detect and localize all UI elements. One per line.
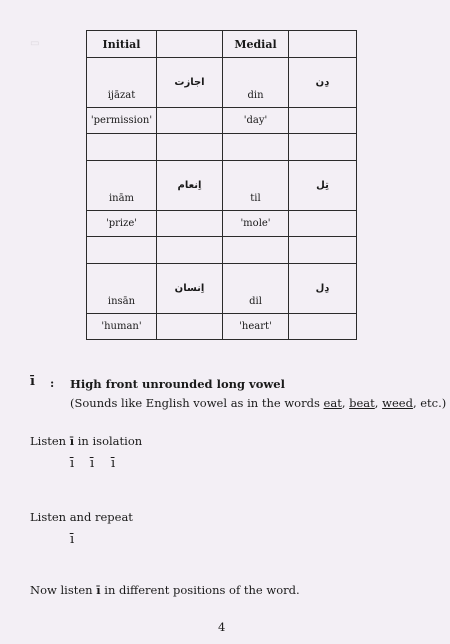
isolation-symbol: ī (70, 456, 75, 471)
example-word: eat (323, 396, 342, 410)
initial-translit: insān (87, 264, 157, 314)
positions-line (30, 583, 300, 597)
empty-cell (289, 134, 357, 161)
initial-gloss: 'permission' (87, 108, 157, 134)
empty-cell (87, 134, 157, 161)
vowel-heading: High front unrounded long vowel (70, 377, 285, 391)
empty-cell (289, 237, 357, 264)
empty-cell (157, 108, 223, 134)
initial-gloss: 'human' (87, 314, 157, 340)
table-row (87, 211, 357, 237)
separator: , (374, 396, 383, 410)
table-row-spacer (87, 237, 357, 264)
table-row-spacer (87, 134, 357, 161)
header-empty (157, 31, 223, 58)
table-row (87, 108, 357, 134)
empty-cell (157, 134, 223, 161)
table-row (87, 58, 357, 108)
medial-urdu: دِل (289, 264, 357, 314)
initial-gloss: 'prize' (87, 211, 157, 237)
note-suffix: , etc.) (412, 396, 447, 410)
positions-symbol: ī (96, 583, 101, 597)
initial-urdu: اِنعام (157, 161, 223, 211)
positions-prefix: Now listen (30, 583, 97, 597)
empty-cell (157, 237, 223, 264)
table-row (87, 264, 357, 314)
example-word: beat (349, 396, 375, 410)
medial-gloss: 'heart' (223, 314, 289, 340)
repeat-symbol: ī (70, 532, 75, 547)
medial-translit: dil (223, 264, 289, 314)
empty-cell (289, 211, 357, 237)
bleed-through: ▭ (30, 38, 40, 49)
empty-cell (289, 108, 357, 134)
example-word: weed (382, 396, 413, 410)
medial-translit: til (223, 161, 289, 211)
isolation-symbol: ī (111, 456, 116, 471)
vowel-table (86, 30, 357, 340)
header-medial: Medial (223, 31, 289, 58)
empty-cell (87, 237, 157, 264)
initial-urdu: اجازت (157, 58, 223, 108)
vowel-symbol: ī (30, 374, 35, 389)
medial-gloss: 'mole' (223, 211, 289, 237)
separator: , (341, 396, 350, 410)
table-header-row (87, 31, 357, 58)
listen-symbol: ī (69, 434, 75, 448)
empty-cell (223, 134, 289, 161)
listen-suffix: in isolation (74, 434, 143, 448)
initial-urdu: اِنسان (157, 264, 223, 314)
table-row (87, 161, 357, 211)
initial-translit: ijāzat (87, 58, 157, 108)
table-row (87, 314, 357, 340)
listen-prefix: Listen (30, 434, 70, 448)
medial-urdu: دِن (289, 58, 357, 108)
medial-translit: din (223, 58, 289, 108)
empty-cell (157, 211, 223, 237)
note-prefix: (Sounds like English vowel as in the words (70, 396, 324, 410)
vowel-note (70, 396, 446, 410)
listen-isolation-line (30, 434, 142, 448)
listen-repeat-label: Listen and repeat (30, 510, 133, 524)
empty-cell (157, 314, 223, 340)
positions-suffix: in different positions of the word. (100, 583, 300, 597)
vowel-colon: : (50, 376, 55, 390)
header-initial: Initial (87, 31, 157, 58)
isolation-symbol: ī (90, 456, 95, 471)
empty-cell (289, 314, 357, 340)
medial-urdu: تِل (289, 161, 357, 211)
empty-cell (223, 237, 289, 264)
medial-gloss: 'day' (223, 108, 289, 134)
page-number: 4 (218, 620, 226, 634)
initial-translit: inām (87, 161, 157, 211)
header-empty (289, 31, 357, 58)
